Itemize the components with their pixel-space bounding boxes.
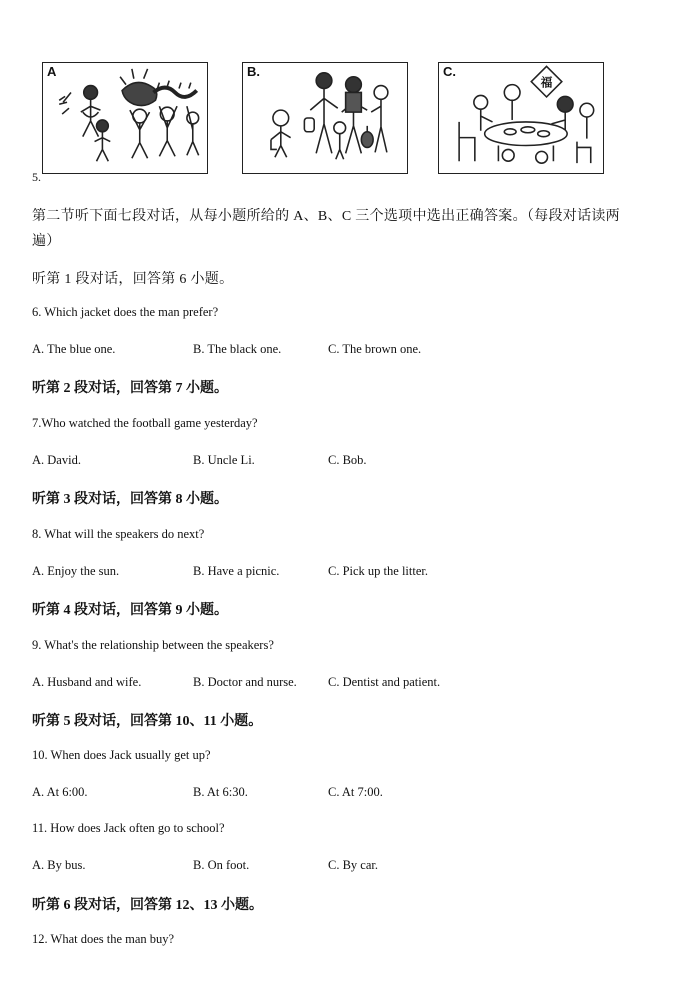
family-dinner-illustration	[439, 63, 603, 173]
question-10: 10. When does Jack usually get up?	[32, 748, 211, 762]
dragon-dance-illustration	[43, 63, 207, 173]
q7-option-c: C. Bob.	[328, 453, 367, 467]
dialog-5-heading: 听第 5 段对话，回答第 10、11 小题。	[32, 714, 263, 729]
dialog-4-heading: 听第 4 段对话，回答第 9 小题。	[32, 603, 228, 618]
question-6: 6. Which jacket does the man prefer?	[32, 305, 219, 319]
picture-c	[438, 62, 604, 174]
dialog-2-heading: 听第 2 段对话，回答第 7 小题。	[32, 381, 228, 396]
dialog-6-heading: 听第 6 段对话，回答第 12、13 小题。	[32, 898, 263, 913]
q10-option-a: A. At 6:00.	[32, 785, 88, 799]
question-5-number: 5.	[32, 170, 41, 184]
picture-a	[42, 62, 208, 174]
question-11: 11. How does Jack often go to school?	[32, 821, 225, 835]
q8-option-a: A. Enjoy the sun.	[32, 564, 120, 578]
picture-c-label: C.	[443, 64, 456, 79]
family-lanterns-illustration	[243, 63, 407, 173]
q11-option-a: A. By bus.	[32, 858, 86, 872]
q9-option-c: C. Dentist and patient.	[328, 675, 441, 689]
dialog-3-heading: 听第 3 段对话，回答第 8 小题。	[32, 492, 228, 507]
picture-a-label: A	[47, 64, 57, 79]
q10-option-c: C. At 7:00.	[328, 785, 383, 799]
question-12: 12. What does the man buy?	[32, 932, 175, 946]
section-intro-line-2: 遍）	[32, 234, 61, 249]
fu-sign-text: 福	[540, 75, 553, 90]
dialog-1-heading: 听第 1 段对话，回答第 6 小题。	[32, 272, 234, 287]
q9-option-a: A. Husband and wife.	[32, 675, 142, 689]
question-9: 9. What's the relationship between the speakers?	[32, 638, 274, 652]
question-7: 7.Who watched the football game yesterday?	[32, 416, 258, 430]
q11-option-c: C. By car.	[328, 858, 378, 872]
q10-option-b: B. At 6:30.	[193, 785, 248, 799]
picture-b-label: B.	[247, 64, 260, 79]
q8-option-b: B. Have a picnic.	[193, 564, 280, 578]
q7-option-b: B. Uncle Li.	[193, 453, 255, 467]
q6-option-c: C. The brown one.	[328, 342, 422, 356]
q8-option-c: C. Pick up the litter.	[328, 564, 428, 578]
question-8: 8. What will the speakers do next?	[32, 527, 205, 541]
q11-option-b: B. On foot.	[193, 858, 250, 872]
q7-option-a: A. David.	[32, 453, 81, 467]
section-intro-line-1: 第二节听下面七段对话，从每小题所给的 A、B、C 三个选项中选出正确答案。（每段对话读两	[32, 209, 620, 224]
q9-option-b: B. Doctor and nurse.	[193, 675, 297, 689]
q6-option-a: A. The blue one.	[32, 342, 116, 356]
q6-option-b: B. The black one.	[193, 342, 282, 356]
picture-b	[242, 62, 408, 174]
